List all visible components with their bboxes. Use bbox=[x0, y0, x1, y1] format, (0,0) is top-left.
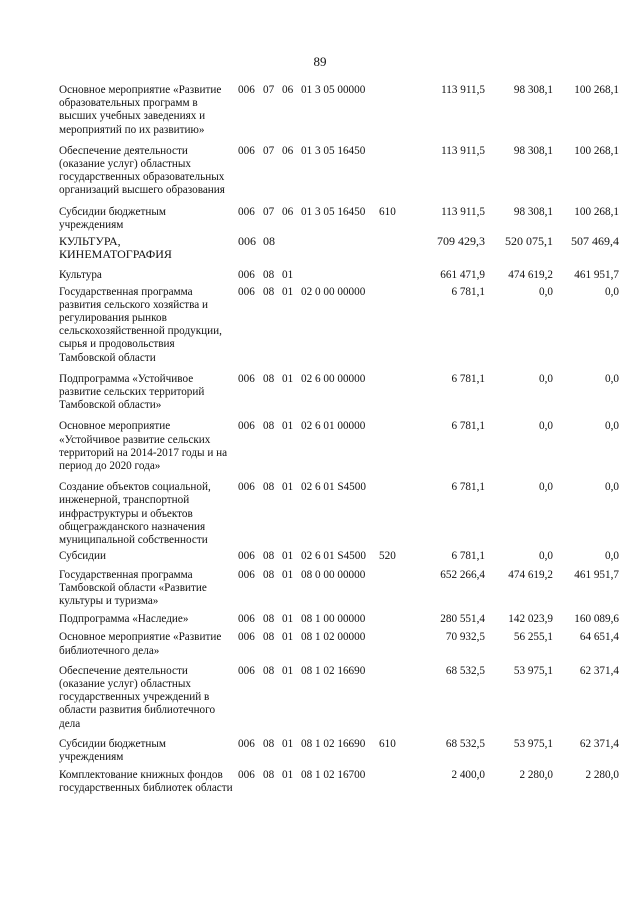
section-code: 08 bbox=[263, 481, 275, 494]
table-row bbox=[59, 769, 619, 795]
row-name: Подпрограмма «Устойчивое развитие сельских территорий Тамбовской области» bbox=[59, 372, 205, 412]
subsection-code: 01 bbox=[282, 613, 294, 626]
amount-year-2: 0,0 bbox=[539, 372, 553, 385]
department-code: 006 bbox=[238, 234, 256, 249]
target-item-code: 02 6 01 S4500 bbox=[301, 481, 366, 494]
amount-year-2: 0,0 bbox=[539, 550, 553, 563]
row-name: Субсидии бюджетным учреждениям bbox=[59, 205, 166, 231]
subsection-code: 06 bbox=[282, 144, 294, 157]
subsection-code: 01 bbox=[282, 285, 294, 298]
section-code: 07 bbox=[263, 144, 275, 157]
row-name: КУЛЬТУРА, КИНЕМАТОГРАФИЯ bbox=[59, 234, 172, 262]
target-item-code: 01 3 05 00000 bbox=[301, 84, 366, 96]
subsection-code: 06 bbox=[282, 205, 294, 218]
row-name: Государственная программа Тамбовской области «Развитие культуры и туризма» bbox=[59, 568, 207, 607]
amount-year-1: 6 781,1 bbox=[451, 372, 485, 385]
department-code: 006 bbox=[238, 481, 255, 494]
row-name: Государственная программа развития сельского хозяйства и регулирования рынков сельскохозяйственной продукции, сырья и продовольствия Тамбовской области bbox=[59, 285, 222, 364]
subsection-code: 01 bbox=[282, 737, 294, 750]
amount-year-3: 100 268,1 bbox=[574, 84, 619, 96]
section-code: 07 bbox=[263, 84, 275, 96]
table-row bbox=[59, 206, 619, 232]
table-row bbox=[59, 613, 619, 626]
subsection-code: 01 bbox=[282, 664, 294, 677]
section-code: 08 bbox=[263, 550, 275, 563]
amount-year-3: 0,0 bbox=[605, 372, 619, 385]
table-row bbox=[59, 665, 619, 731]
amount-year-2: 53 975,1 bbox=[513, 737, 553, 750]
amount-year-1: 113 911,5 bbox=[441, 144, 485, 157]
target-item-code: 02 0 00 00000 bbox=[301, 285, 366, 298]
table-row bbox=[59, 269, 619, 282]
target-item-code: 02 6 01 S4500 bbox=[301, 550, 366, 563]
row-name: Субсидии bbox=[59, 550, 106, 563]
amount-year-2: 98 308,1 bbox=[513, 205, 553, 218]
amount-year-1: 6 781,1 bbox=[451, 550, 485, 563]
amount-year-2: 56 255,1 bbox=[513, 631, 553, 644]
budget-table bbox=[59, 84, 619, 796]
table-row bbox=[59, 481, 619, 547]
amount-year-2: 142 023,9 bbox=[508, 613, 553, 626]
table-row bbox=[59, 145, 619, 198]
amount-year-2: 0,0 bbox=[539, 420, 553, 433]
target-item-code: 02 6 01 00000 bbox=[301, 420, 366, 433]
amount-year-3: 2 280,0 bbox=[585, 769, 619, 782]
section-code: 08 bbox=[263, 613, 275, 626]
amount-year-1: 652 266,4 bbox=[440, 568, 485, 581]
amount-year-2: 0,0 bbox=[539, 285, 553, 298]
amount-year-2: 98 308,1 bbox=[513, 84, 553, 96]
row-name: Подпрограмма «Наследие» bbox=[59, 613, 189, 626]
target-item-code: 01 3 05 16450 bbox=[301, 144, 366, 157]
amount-year-1: 2 400,0 bbox=[451, 769, 485, 782]
amount-year-1: 113 911,5 bbox=[441, 84, 485, 96]
department-code: 006 bbox=[238, 613, 255, 626]
row-name: Культура bbox=[59, 269, 102, 282]
subsection-code: 01 bbox=[282, 769, 294, 782]
row-name: Субсидии бюджетным учреждениям bbox=[59, 737, 166, 763]
amount-year-1: 280 551,4 bbox=[440, 613, 485, 626]
amount-year-2: 474 619,2 bbox=[508, 269, 553, 282]
amount-year-2: 98 308,1 bbox=[513, 144, 553, 157]
target-item-code: 01 3 05 16450 bbox=[301, 205, 366, 218]
amount-year-2: 53 975,1 bbox=[513, 664, 553, 677]
department-code: 006 bbox=[238, 420, 255, 433]
section-code: 08 bbox=[263, 420, 275, 433]
department-code: 006 bbox=[238, 269, 255, 282]
row-name: Комплектование книжных фондов государственных библиотек области bbox=[59, 769, 233, 795]
expense-type-code: 520 bbox=[379, 550, 396, 563]
amount-year-3: 62 371,4 bbox=[579, 737, 619, 750]
department-code: 006 bbox=[238, 664, 255, 677]
department-code: 006 bbox=[238, 568, 255, 581]
row-name: Обеспечение деятельности (оказание услуг) областных государственных образовательных организаций высшего образования bbox=[59, 144, 225, 197]
target-item-code: 08 1 02 16700 bbox=[301, 769, 366, 782]
amount-year-3: 461 951,7 bbox=[574, 269, 619, 282]
department-code: 006 bbox=[238, 205, 255, 218]
amount-year-3: 100 268,1 bbox=[574, 144, 619, 157]
target-item-code: 08 1 02 16690 bbox=[301, 737, 366, 750]
page-number: 89 bbox=[313, 54, 327, 69]
department-code: 006 bbox=[238, 737, 255, 750]
subsection-code: 06 bbox=[282, 84, 294, 96]
table-row bbox=[59, 373, 619, 413]
expense-type-code: 610 bbox=[379, 205, 396, 218]
table-row bbox=[59, 569, 619, 609]
amount-year-3: 0,0 bbox=[605, 481, 619, 494]
subsection-code: 01 bbox=[282, 550, 294, 563]
table-row bbox=[59, 550, 619, 563]
table-row bbox=[59, 235, 619, 261]
amount-year-1: 6 781,1 bbox=[451, 285, 485, 298]
table-row bbox=[59, 84, 619, 137]
section-code: 08 bbox=[263, 285, 275, 298]
table-row bbox=[59, 738, 619, 764]
section-code: 07 bbox=[263, 205, 275, 218]
amount-year-3: 100 268,1 bbox=[574, 205, 619, 218]
target-item-code: 08 0 00 00000 bbox=[301, 568, 366, 581]
amount-year-3: 461 951,7 bbox=[574, 568, 619, 581]
amount-year-3: 0,0 bbox=[605, 420, 619, 433]
department-code: 006 bbox=[238, 84, 255, 96]
table-row bbox=[59, 631, 619, 657]
department-code: 006 bbox=[238, 769, 255, 782]
table-row bbox=[59, 286, 619, 365]
target-item-code: 08 1 02 00000 bbox=[301, 631, 366, 644]
department-code: 006 bbox=[238, 144, 255, 157]
amount-year-3: 0,0 bbox=[605, 550, 619, 563]
amount-year-1: 6 781,1 bbox=[451, 420, 485, 433]
subsection-code: 01 bbox=[282, 631, 294, 644]
section-code: 08 bbox=[263, 737, 275, 750]
amount-year-3: 62 371,4 bbox=[579, 664, 619, 677]
amount-year-3: 64 651,4 bbox=[579, 631, 619, 644]
expense-type-code: 610 bbox=[379, 737, 396, 750]
subsection-code: 01 bbox=[282, 568, 294, 581]
row-name: Создание объектов социальной, инженерной, транспортной инфраструктуры и объектов общегражданского назначения муниципальной собственности bbox=[59, 481, 211, 547]
amount-year-3: 0,0 bbox=[605, 285, 619, 298]
amount-year-1: 113 911,5 bbox=[441, 205, 485, 218]
section-code: 08 bbox=[263, 631, 275, 644]
section-code: 08 bbox=[263, 269, 275, 282]
row-name: Обеспечение деятельности (оказание услуг) областных государственных учреждений в области развития библиотечного дела bbox=[59, 664, 216, 730]
amount-year-1: 709 429,3 bbox=[437, 234, 485, 249]
department-code: 006 bbox=[238, 631, 255, 644]
amount-year-2: 0,0 bbox=[539, 481, 553, 494]
section-code: 08 bbox=[263, 769, 275, 782]
amount-year-1: 68 532,5 bbox=[445, 664, 485, 677]
amount-year-2: 2 280,0 bbox=[519, 769, 553, 782]
amount-year-2: 474 619,2 bbox=[508, 568, 553, 581]
amount-year-3: 507 469,4 bbox=[571, 234, 619, 249]
amount-year-2: 520 075,1 bbox=[505, 234, 553, 249]
row-name: Основное мероприятие «Развитие образовательных программ в высших учебных заведениях и мероприятий по их развитию» bbox=[59, 84, 222, 136]
section-code: 08 bbox=[263, 664, 275, 677]
target-item-code: 08 1 02 16690 bbox=[301, 664, 366, 677]
amount-year-1: 68 532,5 bbox=[445, 737, 485, 750]
amount-year-3: 160 089,6 bbox=[574, 613, 619, 626]
row-name: Основное мероприятие «Устойчивое развитие сельских территорий на 2014-2017 годы и на период до 2020 года» bbox=[59, 420, 228, 473]
section-code: 08 bbox=[263, 568, 275, 581]
row-name: Основное мероприятие «Развитие библиотечного дела» bbox=[59, 631, 222, 657]
section-code: 08 bbox=[263, 372, 275, 385]
section-code: 08 bbox=[263, 234, 275, 249]
target-item-code: 08 1 00 00000 bbox=[301, 613, 366, 626]
department-code: 006 bbox=[238, 285, 255, 298]
amount-year-1: 6 781,1 bbox=[451, 481, 485, 494]
amount-year-1: 70 932,5 bbox=[445, 631, 485, 644]
amount-year-1: 661 471,9 bbox=[440, 269, 485, 282]
subsection-code: 01 bbox=[282, 269, 294, 282]
subsection-code: 01 bbox=[282, 420, 294, 433]
table-row bbox=[59, 420, 619, 473]
subsection-code: 01 bbox=[282, 481, 294, 494]
target-item-code: 02 6 00 00000 bbox=[301, 372, 366, 385]
subsection-code: 01 bbox=[282, 372, 294, 385]
department-code: 006 bbox=[238, 372, 255, 385]
department-code: 006 bbox=[238, 550, 255, 563]
